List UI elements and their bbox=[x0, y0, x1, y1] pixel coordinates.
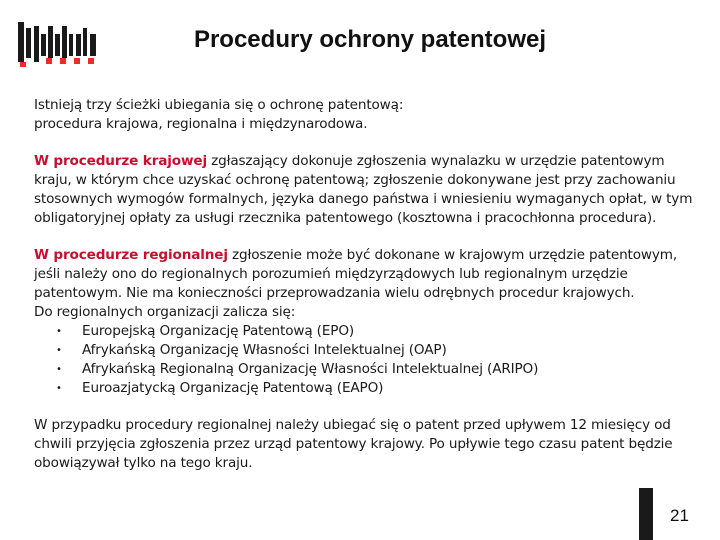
regional-list-intro: Do regionalnych organizacji zalicza się: bbox=[34, 304, 296, 320]
list-item: • Europejską Organizację Patentową (EPO) bbox=[56, 323, 355, 339]
page-number: 21 bbox=[670, 506, 689, 525]
bullet-icon: • bbox=[56, 345, 62, 356]
national-procedure-paragraph bbox=[34, 152, 698, 228]
page-title: Procedury ochrony patentowej bbox=[193, 26, 547, 53]
intro-line-1: Istnieją trzy ścieżki ubiegania się o ochronę patentową: bbox=[34, 97, 404, 113]
logo bbox=[16, 20, 100, 68]
bullet-icon: • bbox=[56, 383, 62, 394]
regional-highlight: W procedurze regionalnej bbox=[34, 247, 228, 263]
list-item: • Afrykańską Regionalną Organizację Własności Intelektualnej (ARIPO) bbox=[56, 361, 539, 377]
bullet-icon: • bbox=[56, 364, 62, 375]
list-item: • Afrykańską Organizację Własności Intelektualnej (OAP) bbox=[56, 342, 447, 358]
national-highlight: W procedurze krajowej bbox=[34, 153, 207, 169]
closing-text: W przypadku procedury regionalnej należy ubiegać się o patent przed upływem 12 miesięcy od chwili przyjęcia zgłoszenia przez urząd patentowy krajowy. Po upływie tego czasu patent będzie obowiązywał tylko na tego kraju. bbox=[34, 417, 673, 471]
bullet-icon: • bbox=[56, 326, 62, 337]
list-item: • Euroazjatycką Organizację Patentową (EAPO) bbox=[56, 380, 384, 396]
regional-organizations-list bbox=[34, 322, 698, 398]
national-text: zgłaszający dokonuje zgłoszenia wynalazku w urzędzie patentowym kraju, w którym chce uzyskać ochronę patentową; zgłoszenie dokonywane jest przy zachowaniu stosownych wymogów formalnych, języka danego państwa i wniesieniu wymaganych opłat, w tym obligatoryjnej opłaty za usługi rzecznika patentowego (kosztowna i pracochłonna procedura). bbox=[34, 153, 693, 226]
slide-content bbox=[34, 96, 698, 473]
intro-line-2: procedura krajowa, regionalna i międzynarodowa. bbox=[34, 116, 368, 132]
regional-text: zgłoszenie może być dokonane w krajowym urzędzie patentowym, jeśli należy ono do regionalnych porozumień międzyrządowych lub regionalnym urzędzie patentowym. Nie ma konieczności przeprowadzania wielu odrębnych procedur krajowych. bbox=[34, 247, 678, 301]
regional-procedure-paragraph bbox=[34, 246, 698, 398]
intro-paragraph bbox=[34, 96, 698, 134]
closing-paragraph bbox=[34, 416, 698, 473]
page-number-bar bbox=[639, 488, 653, 540]
